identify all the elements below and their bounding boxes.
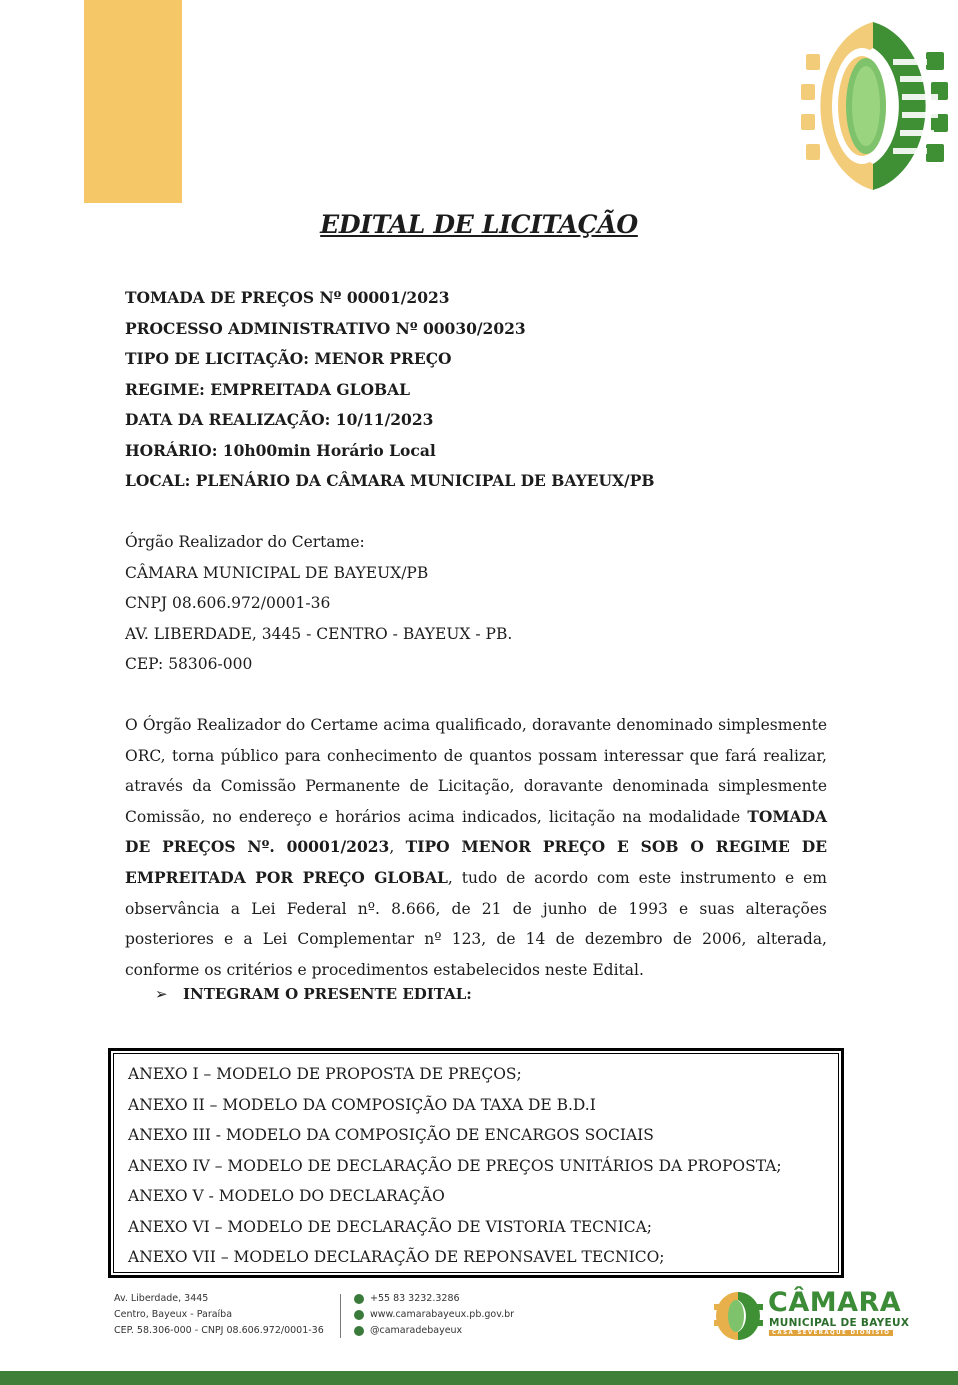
- footer-phone: +55 83 3232.3286: [370, 1293, 460, 1304]
- intro-paragraph: [125, 710, 827, 985]
- annex-item: ANEXO VI – MODELO DE DECLARAÇÃO DE VISTORIA TECNICA;: [128, 1217, 652, 1236]
- globe-icon: [354, 1310, 364, 1320]
- instagram-icon: [354, 1326, 364, 1336]
- footer-address: [114, 1291, 324, 1339]
- meta-local: LOCAL: PLENÁRIO DA CÂMARA MUNICIPAL DE BAYEUX/PB: [125, 471, 655, 490]
- logo-word: CÂMARA: [768, 1287, 902, 1318]
- organ-address: AV. LIBERDADE, 3445 - CENTRO - BAYEUX - PB.: [125, 624, 513, 643]
- footer-logo: [712, 1287, 922, 1342]
- organ-info: [125, 527, 845, 680]
- tender-metadata: [125, 283, 845, 497]
- organ-cnpj: CNPJ 08.606.972/0001-36: [125, 594, 331, 612]
- meta-tipo: TIPO DE LICITAÇÃO: MENOR PREÇO: [125, 349, 452, 368]
- footer-website[interactable]: www.camarabayeux.pb.gov.br: [370, 1309, 515, 1320]
- annex-item: ANEXO I – MODELO DE PROPOSTA DE PREÇOS;: [128, 1065, 522, 1083]
- logo-subtitle: MUNICIPAL DE BAYEUX: [769, 1317, 910, 1329]
- phone-icon: [354, 1294, 364, 1304]
- footer-green-stripe: [0, 1371, 958, 1385]
- footer-contacts: [354, 1291, 514, 1339]
- organ-label: Órgão Realizador do Certame:: [125, 533, 365, 551]
- meta-tomada-precos: TOMADA DE PREÇOS Nº 00001/2023: [125, 288, 450, 307]
- camara-emblem-small-icon: [712, 1290, 764, 1342]
- annex-item: ANEXO IV – MODELO DE DECLARAÇÃO DE PREÇOS UNITÁRIOS DA PROPOSTA;: [128, 1156, 782, 1175]
- integram-label: INTEGRAM O PRESENTE EDITAL:: [183, 985, 472, 1003]
- intro-text-3: , tudo de acordo com este instrumento e em observância a Lei Federal nº. 8.666, de 21 de junho de 1993 e suas alterações posteriores e a Lei Complementar nº 123, de 14 de dezembro de 2006, alterada, conforme os critérios e procedimentos estabelecidos neste Edital.: [125, 868, 827, 979]
- meta-processo: PROCESSO ADMINISTRATIVO Nº 00030/2023: [125, 318, 526, 338]
- annex-item: ANEXO VII – MODELO DECLARAÇÃO DE REPONSAVEL TECNICO;: [128, 1248, 665, 1266]
- meta-horario: HORÁRIO: 10h00min Horário Local: [125, 440, 436, 460]
- intro-bold-modalidade: TOMADA DE PREÇOS Nº. 00001/2023: [125, 806, 827, 857]
- header-yellow-bar: [84, 0, 182, 203]
- annex-item: ANEXO III - MODELO DA COMPOSIÇÃO DE ENCARGOS SOCIAIS: [128, 1126, 654, 1144]
- arrow-bullet-icon: ➢: [155, 985, 168, 1003]
- logo-tagline: CASA SEVERAQUE DIONISIO: [769, 1330, 893, 1336]
- meta-regime: REGIME: EMPREITADA GLOBAL: [125, 379, 411, 399]
- footer-cep-cnpj: CEP. 58.306-000 - CNPJ 08.606.972/0001-36: [114, 1325, 324, 1336]
- organ-name: CÂMARA MUNICIPAL DE BAYEUX/PB: [125, 563, 429, 582]
- integram-heading: [155, 985, 472, 1003]
- intro-bold-tipo: TIPO MENOR PREÇO E SOB O REGIME DE EMPREITADA POR PREÇO GLOBAL: [125, 837, 828, 887]
- intro-text-1: O Órgão Realizador do Certame acima qualificado, doravante denominado simplesmente ORC, torna público para conhecimento de quantos possam interessar que fará realizar, através da Comissão Permanente de Licitação, doravante denominada simplesmente Comissão, no endereço e horários acima indicados, licitação na modalidade: [125, 716, 827, 826]
- intro-text-2: ,: [389, 838, 406, 857]
- annex-item: ANEXO V - MODELO DO DECLARAÇÃO: [128, 1187, 445, 1205]
- footer-city: Centro, Bayeux - Paraíba: [114, 1309, 233, 1320]
- organ-cep: CEP: 58306-000: [125, 655, 253, 673]
- footer-divider: [340, 1294, 341, 1338]
- annex-list-box: [108, 1048, 844, 1278]
- meta-data: DATA DA REALIZAÇÃO: 10/11/2023: [125, 410, 434, 429]
- footer-street: Av. Liberdade, 3445: [114, 1293, 209, 1304]
- document-title: EDITAL DE LICITAÇÃO: [320, 210, 638, 239]
- camara-emblem-icon: [798, 14, 948, 194]
- footer-social[interactable]: @camaradebayeux: [370, 1325, 463, 1336]
- annex-item: ANEXO II – MODELO DA COMPOSIÇÃO DA TAXA DE B.D.I: [128, 1095, 596, 1114]
